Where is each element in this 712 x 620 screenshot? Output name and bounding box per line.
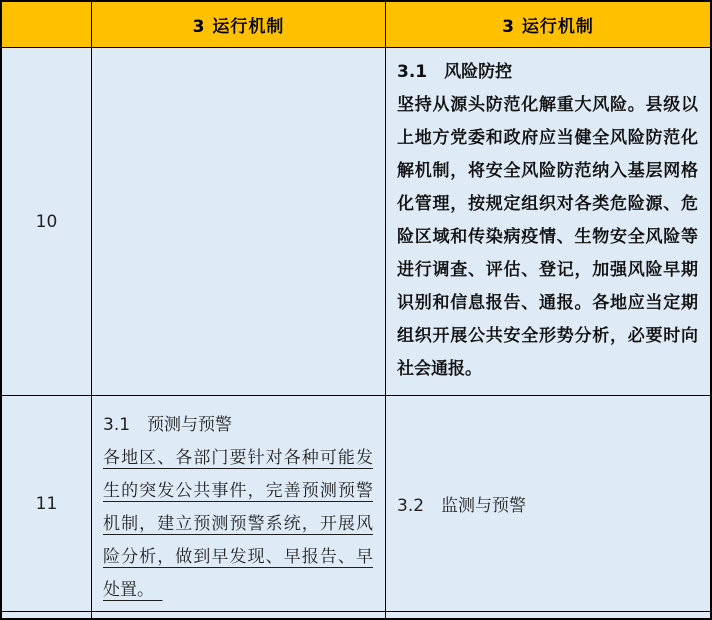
row-10-number-cell — [2, 48, 92, 396]
row-10-right-section-title: 3.1 风险防控 — [397, 62, 513, 82]
header-label-right: 3 运行机制 — [502, 17, 594, 37]
header-cell-left-document — [92, 2, 386, 48]
row-10-right-body-text: 坚持从源头防范化解重大风险。县级以上地方党委和政府应当健全风险防范化解机制，将安全风险防范纳入基层网格化管理，按规定组织对各类危险源、危险区域和传染病疫情、生物安全风险等进行调查、评估、登记，加强风险早期识别和信息报告、通报。各地应当定期组织开展公共安全形势分析，必要时向社会通报。 — [397, 95, 698, 379]
row-10-number: 10 — [35, 211, 58, 232]
row-11-left-content-cell — [92, 396, 386, 612]
row-11-left-section-title: 3.1 预测与预警 — [103, 415, 233, 435]
row-11-right-section-title: 3.2 监测与预警 — [397, 496, 527, 516]
header-cell-right-document — [386, 2, 710, 48]
row-10-right-content-cell — [386, 48, 710, 396]
partial-row-number-cell — [2, 612, 92, 618]
header-corner-cell — [2, 2, 92, 48]
header-label-left: 3 运行机制 — [192, 17, 285, 37]
partial-row-right-cell — [386, 612, 710, 618]
row-11-number-cell — [2, 396, 92, 612]
row-11-right-content-cell — [386, 396, 710, 612]
row-11-number: 11 — [35, 493, 58, 514]
row-10-left-content-cell — [92, 48, 386, 396]
row-11-left-body-text: 各地区、各部门要针对各种可能发生的突发公共事件，完善预测预警机制，建立预测预警系统，开展风险分析，做到早发现、早报告、早处置。 — [103, 448, 373, 600]
partial-row-left-cell — [92, 612, 386, 618]
